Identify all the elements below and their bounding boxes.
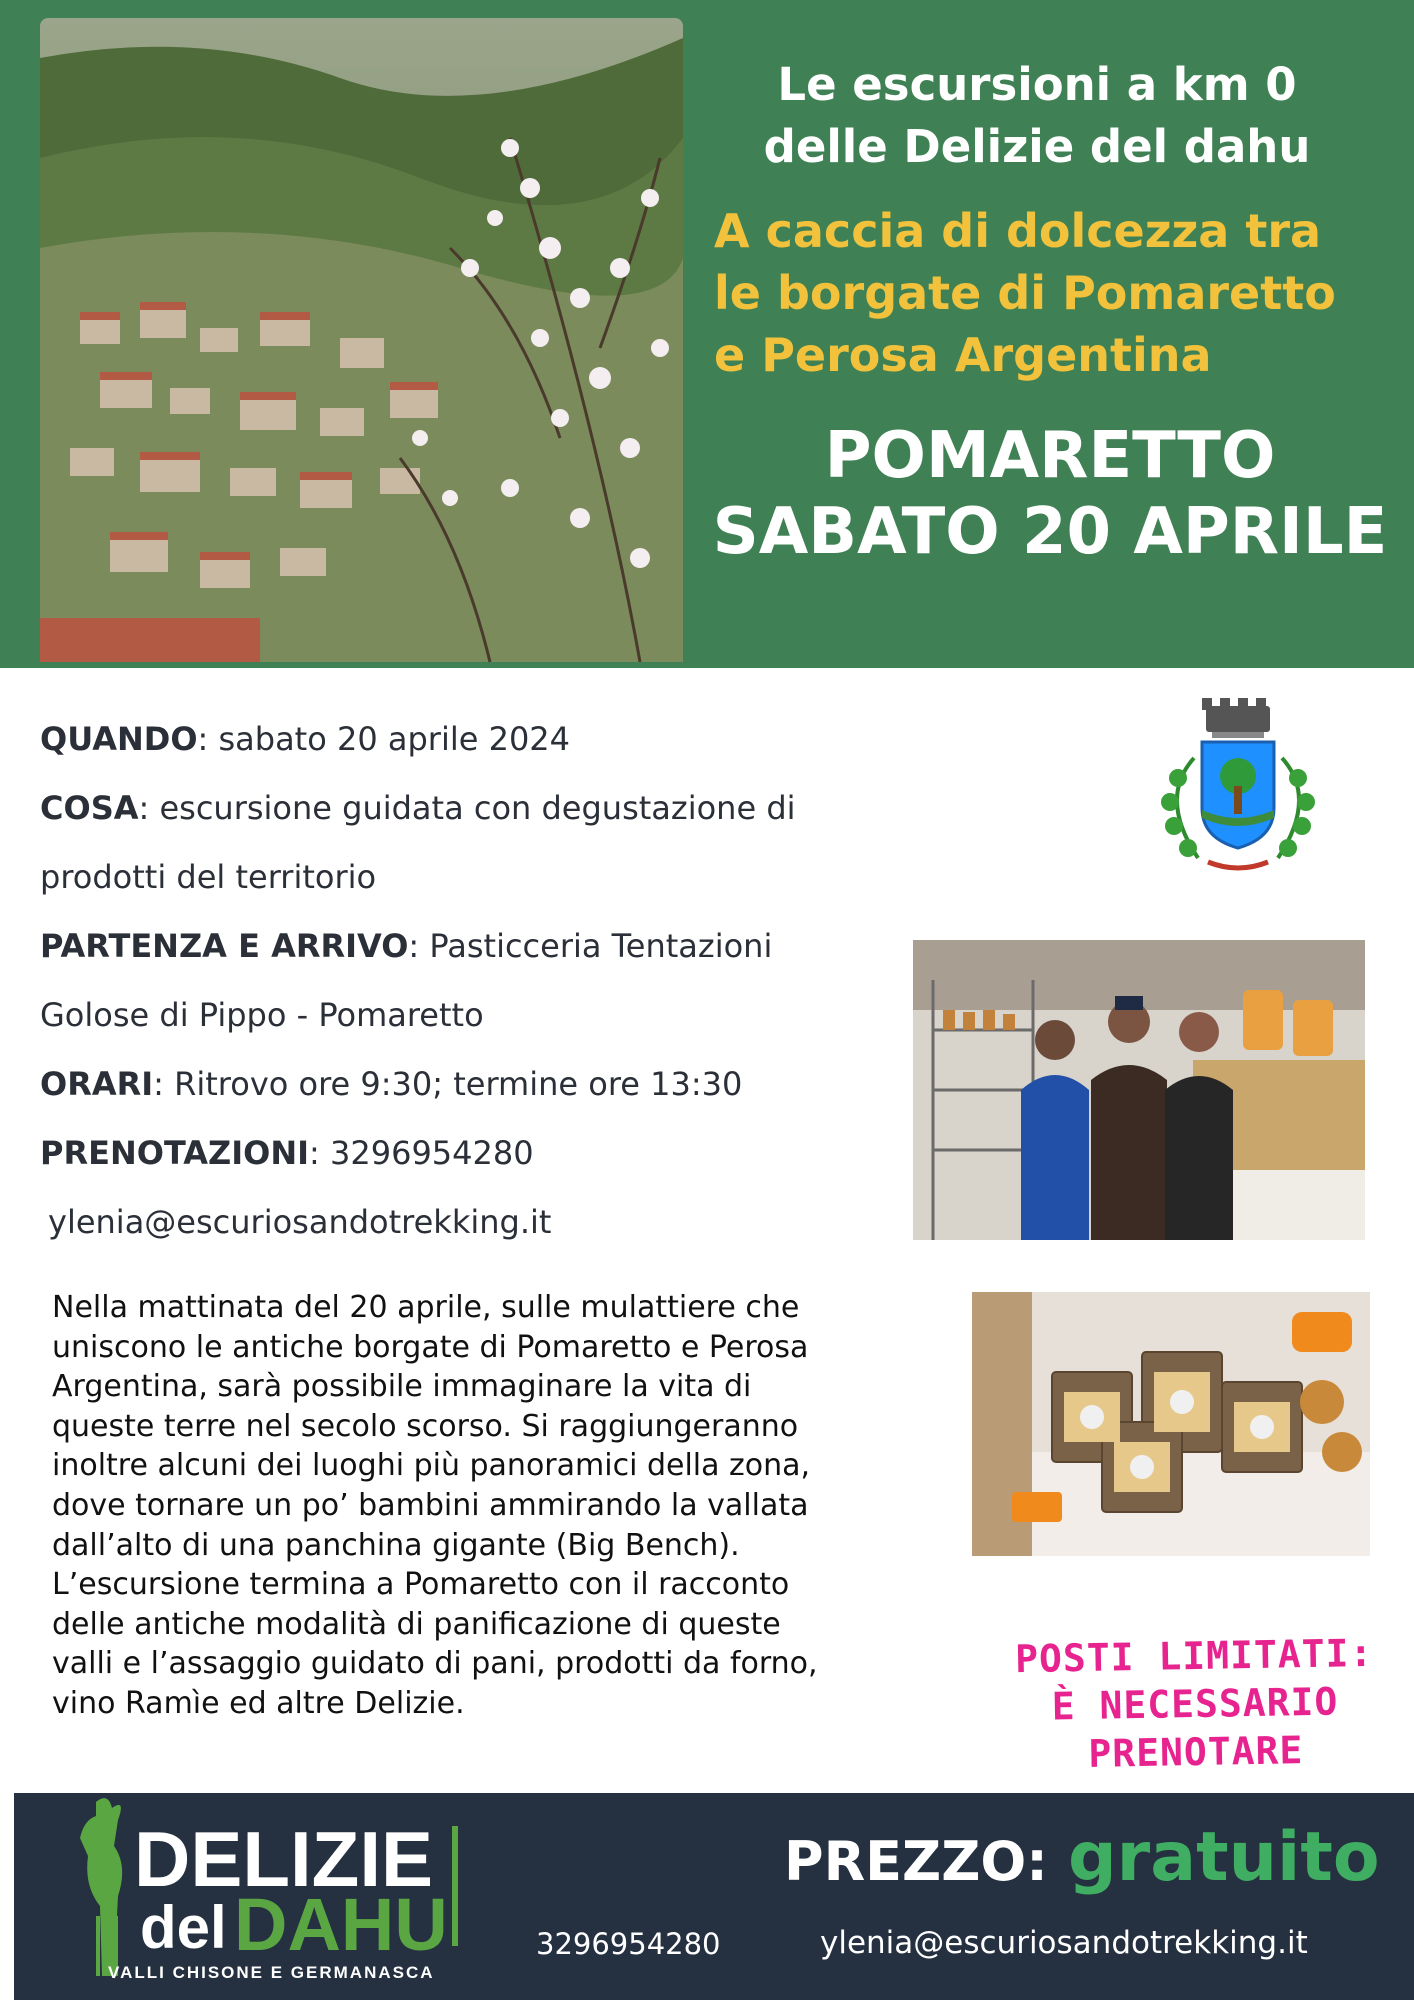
brand-word-del: del bbox=[140, 1894, 227, 1961]
info-start-label: PARTENZA E ARRIVO bbox=[40, 927, 409, 965]
info-what-label: COSA bbox=[40, 789, 139, 827]
price-label: PREZZO: bbox=[784, 1830, 1048, 1893]
header-title-line: Le escursioni a km 0 bbox=[777, 58, 1297, 111]
info-what-continued: prodotti del territorio bbox=[40, 858, 377, 896]
footer-email[interactable]: ylenia@escuriosandotrekking.it bbox=[820, 1925, 1308, 1961]
info-when bbox=[40, 719, 920, 759]
description-line: inoltre alcuni dei luoghi più panoramici della zona, bbox=[52, 1448, 811, 1484]
footer-phone[interactable]: 3296954280 bbox=[536, 1927, 721, 1961]
info-booking bbox=[40, 1133, 920, 1173]
event-place-date bbox=[700, 418, 1400, 570]
info-booking-email[interactable]: ylenia@escuriosandotrekking.it bbox=[48, 1203, 552, 1241]
description-line: uniscono le antiche borgate di Pomaretto e Perosa bbox=[52, 1329, 809, 1365]
limited-seats-notice bbox=[999, 1629, 1391, 1780]
notice-line: È NECESSARIO bbox=[1051, 1679, 1339, 1729]
cookie-boxes-photo bbox=[972, 1292, 1370, 1556]
description-line: L’escursione termina a Pomaretto con il racconto bbox=[52, 1567, 790, 1603]
header-title-line: delle Delizie del dahu bbox=[763, 120, 1311, 173]
description-line: Nella mattinata del 20 aprile, sulle mulattiere che bbox=[52, 1290, 800, 1325]
description-line: delle antiche modalità di panificazione di queste bbox=[52, 1606, 781, 1642]
info-start-continued: Golose di Pippo - Pomaretto bbox=[40, 996, 484, 1034]
brand-word-delizie: DELIZIE bbox=[134, 1815, 434, 1903]
event-place: POMARETTO bbox=[824, 419, 1276, 493]
event-date: SABATO 20 APRILE bbox=[712, 495, 1388, 569]
notice-line: PRENOTARE bbox=[1088, 1728, 1304, 1776]
info-times-value: : Ritrovo ore 9:30; termine ore 13:30 bbox=[153, 1065, 743, 1103]
info-booking-value: : 3296954280 bbox=[309, 1134, 534, 1172]
header-subtitle-line: le borgate di Pomaretto bbox=[714, 266, 1336, 320]
village-photo bbox=[40, 18, 683, 662]
brand-tagline: VALLI CHISONE E GERMANASCA bbox=[108, 1963, 435, 1982]
municipal-crest-icon bbox=[1138, 698, 1338, 880]
pastry-shop-photo bbox=[913, 940, 1365, 1240]
description-line: dove tornare un po’ bambini ammirando la vallata bbox=[52, 1487, 809, 1523]
description-line: valli e l’assaggio guidato di pani, prodotti da forno, bbox=[52, 1646, 818, 1682]
header-title bbox=[700, 54, 1374, 178]
notice-line: POSTI LIMITATI: bbox=[1014, 1630, 1374, 1682]
header-subtitle-line: A caccia di dolcezza tra bbox=[714, 204, 1322, 258]
info-booking-label: PRENOTAZIONI bbox=[40, 1134, 310, 1172]
header-subtitle-line: e Perosa Argentina bbox=[714, 328, 1212, 382]
info-what bbox=[40, 788, 920, 828]
description-line: Argentina, sarà possibile immaginare la vita di bbox=[52, 1369, 752, 1405]
info-start bbox=[40, 926, 920, 966]
brand-logo bbox=[56, 1786, 476, 1986]
event-description bbox=[52, 1288, 952, 1724]
price-value: gratuito bbox=[1068, 1818, 1380, 1897]
description-line: vino Ramìe ed altre Delizie. bbox=[52, 1685, 465, 1721]
info-times bbox=[40, 1064, 920, 1104]
brand-word-dahu: DAHU bbox=[234, 1883, 448, 1966]
info-when-value: : sabato 20 aprile 2024 bbox=[197, 720, 571, 758]
info-what-value: : escursione guidata con degustazione di bbox=[138, 789, 796, 827]
description-line: dall’alto di una panchina gigante (Big Bench). bbox=[52, 1527, 740, 1563]
info-when-label: QUANDO bbox=[40, 720, 198, 758]
header-subtitle bbox=[714, 200, 1394, 386]
info-times-label: ORARI bbox=[40, 1065, 154, 1103]
info-start-value: : Pasticceria Tentazioni bbox=[408, 927, 773, 965]
description-line: queste terre nel secolo scorso. Si raggiungeranno bbox=[52, 1408, 799, 1444]
